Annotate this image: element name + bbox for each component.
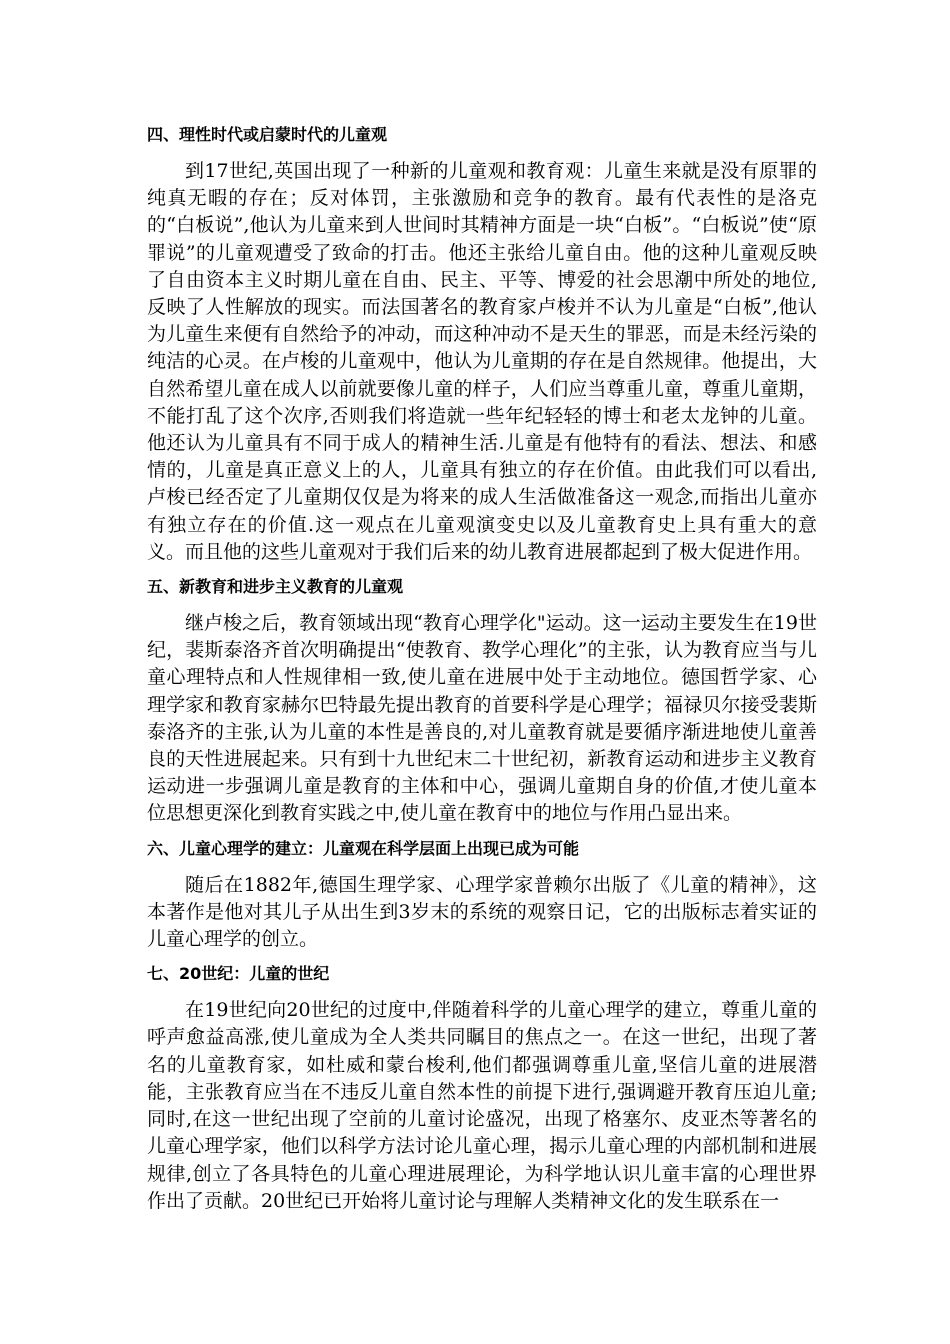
section-7 [147, 961, 817, 1215]
section-5 [147, 574, 817, 828]
section-heading: 五、新教育和进步主义教育的儿童观 [147, 577, 404, 597]
section-paragraph: 随后在1882年,德国生理学家、心理学家普赖尔出版了《儿童的精神》，这本著作是他对其儿子从出生到3岁末的系统的观察日记，它的出版标志着实证的儿童心理学的创立。 [147, 873, 817, 951]
section-6 [147, 836, 817, 954]
section-paragraph: 在19世纪向20世纪的过度中,伴随着科学的儿童心理学的建立，尊重儿童的呼声愈益高涨,使儿童成为全人类共同瞩目的焦点之一。在这一世纪，出现了著名的儿童教育家，如杜威和蒙台梭利,他们都强调尊重儿童,坚信儿童的进展潜能，主张教育应当在不违反儿童自然本性的前提下进行,强调避开教育压迫儿童;同时,在这一世纪出现了空前的儿童讨论盛况，出现了格塞尔、皮亚杰等著名的儿童心理学家，他们以科学方法讨论儿童心理，揭示儿童心理的内部机制和进展规律,创立了各具特色的儿童心理进展理论，为科学地认识儿童丰富的心理世界作出了贡献。20世纪已开始将儿童讨论与理解人类精神文化的发生联系在一 [147, 999, 817, 1212]
section-paragraph: 继卢梭之后，教育领域出现“教育心理学化"运动。这一运动主要发生在19世纪，裴斯泰洛齐首次明确提出“使教育、教学心理化”的主张，认为教育应当与儿童心理特点和人性规律相一致,使儿童在进展中处于主动地位。德国哲学家、心理学家和教育家赫尔巴特最先提出教育的首要科学是心理学；福禄贝尔接受裴斯泰洛齐的主张,认为儿童的本性是善良的,对儿童教育就是要循序渐进地使儿童善良的天性进展起来。只有到十九世纪末二十世纪初，新教育运动和进步主义教育运动进一步强调儿童是教育的主体和中心，强调儿童期自身的价值,才使儿童本位思想更深化到教育实践之中,使儿童在教育中的地位与作用凸显出来。 [147, 612, 817, 825]
section-heading: 七、20世纪：儿童的世纪 [147, 964, 330, 984]
section-heading: 六、儿童心理学的建立：儿童观在科学层面上出现已成为可能 [147, 838, 580, 858]
section-heading: 四、理性时代或启蒙时代的儿童观 [147, 125, 388, 144]
document-page [147, 122, 817, 1223]
section-4 [147, 122, 817, 566]
section-paragraph: 到17世纪,英国出现了一种新的儿童观和教育观：儿童生来就是没有原罪的纯真无暇的存在；反对体罚，主张激励和竞争的教育。最有代表性的是洛克的“白板说”,他认为儿童来到人世间时其精神方面是一块“白板”。“白板说”使“原罪说”的儿童观遭受了致命的打击。他还主张给儿童自由。他的这种儿童观反映了自由资本主义时期儿童在自由、民主、平等、博爱的社会思潮中所处的地位,反映了人性解放的现实。而法国著名的教育家卢梭并不认为儿童是“白板”,他认为儿童生来便有自然给予的冲动，而这种冲动不是天生的罪恶，而是未经污染的纯洁的心灵。在卢梭的儿童观中，他认为儿童期的存在是自然规律。他提出，大自然希望儿童在成人以前就要像儿童的样子，人们应当尊重儿童，尊重儿童期，不能打乱了这个次序,否则我们将造就一些年纪轻轻的博士和老太龙钟的儿童。他还认为儿童具有不同于成人的精神生活.儿童是有他特有的看法、想法、和感情的，儿童是真正意义上的人，儿童具有独立的存在价值。由此我们可以看出,卢梭已经否定了儿童期仅仅是为将来的成人生活做准备这一观念,而指出儿童亦有独立存在的价值.这一观点在儿童观演变史以及儿童教育史上具有重大的意义。而且他的这些儿童观对于我们后来的幼儿教育进展都起到了极大促进作用。 [147, 160, 817, 563]
